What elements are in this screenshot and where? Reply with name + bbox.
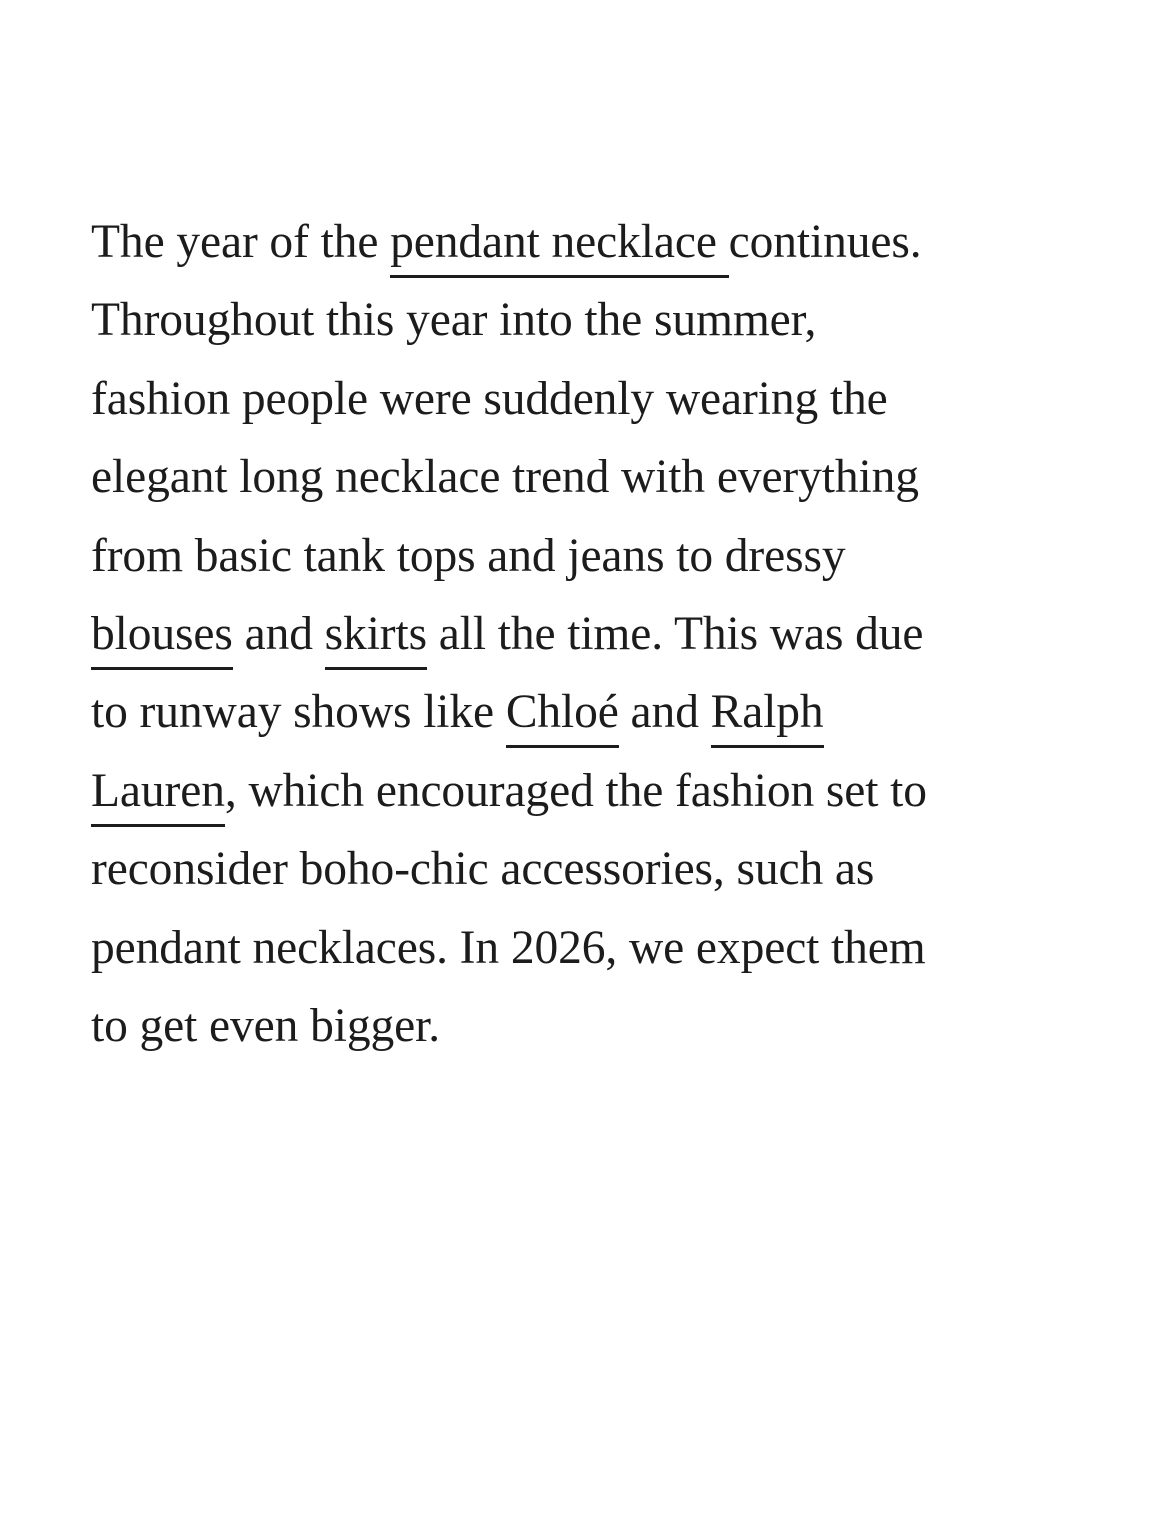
paragraph-line: reconsider boho-chic accessories, such as [91,843,875,896]
ralph-lauren-link-continued[interactable]: Lauren [91,765,225,827]
chloe-link[interactable]: Chloé [506,686,619,748]
text-segment: all the time. This was due [427,608,924,661]
paragraph-line: Throughout this year into the summer, [91,294,817,347]
paragraph-line [91,595,1066,673]
text-segment: continues. [728,216,922,268]
paragraph-line [91,752,1066,830]
pendant-necklace-link[interactable]: pendant necklace [390,216,729,278]
paragraph-line: to get even bigger. [91,1000,440,1053]
text-segment: and [618,686,711,739]
paragraph-line: pendant necklaces. In 2026, we expect them [91,921,926,974]
paragraph-line: elegant long necklace trend with everything [91,451,919,504]
text-segment: and [232,608,325,661]
article-paragraph [91,203,1066,1065]
ralph-lauren-link[interactable]: Ralph [711,686,824,748]
text-segment: to runway shows like [91,686,506,739]
paragraph-line [91,673,1066,751]
paragraph-line: from basic tank tops and jeans to dressy [91,529,846,582]
skirts-link[interactable]: skirts [325,608,427,670]
paragraph-line [91,203,1066,281]
text-segment: , which encouraged the fashion set to [224,764,927,817]
text-segment: The year of the [91,216,391,268]
paragraph-line: fashion people were suddenly wearing the [91,372,888,425]
blouses-link[interactable]: blouses [91,608,233,670]
